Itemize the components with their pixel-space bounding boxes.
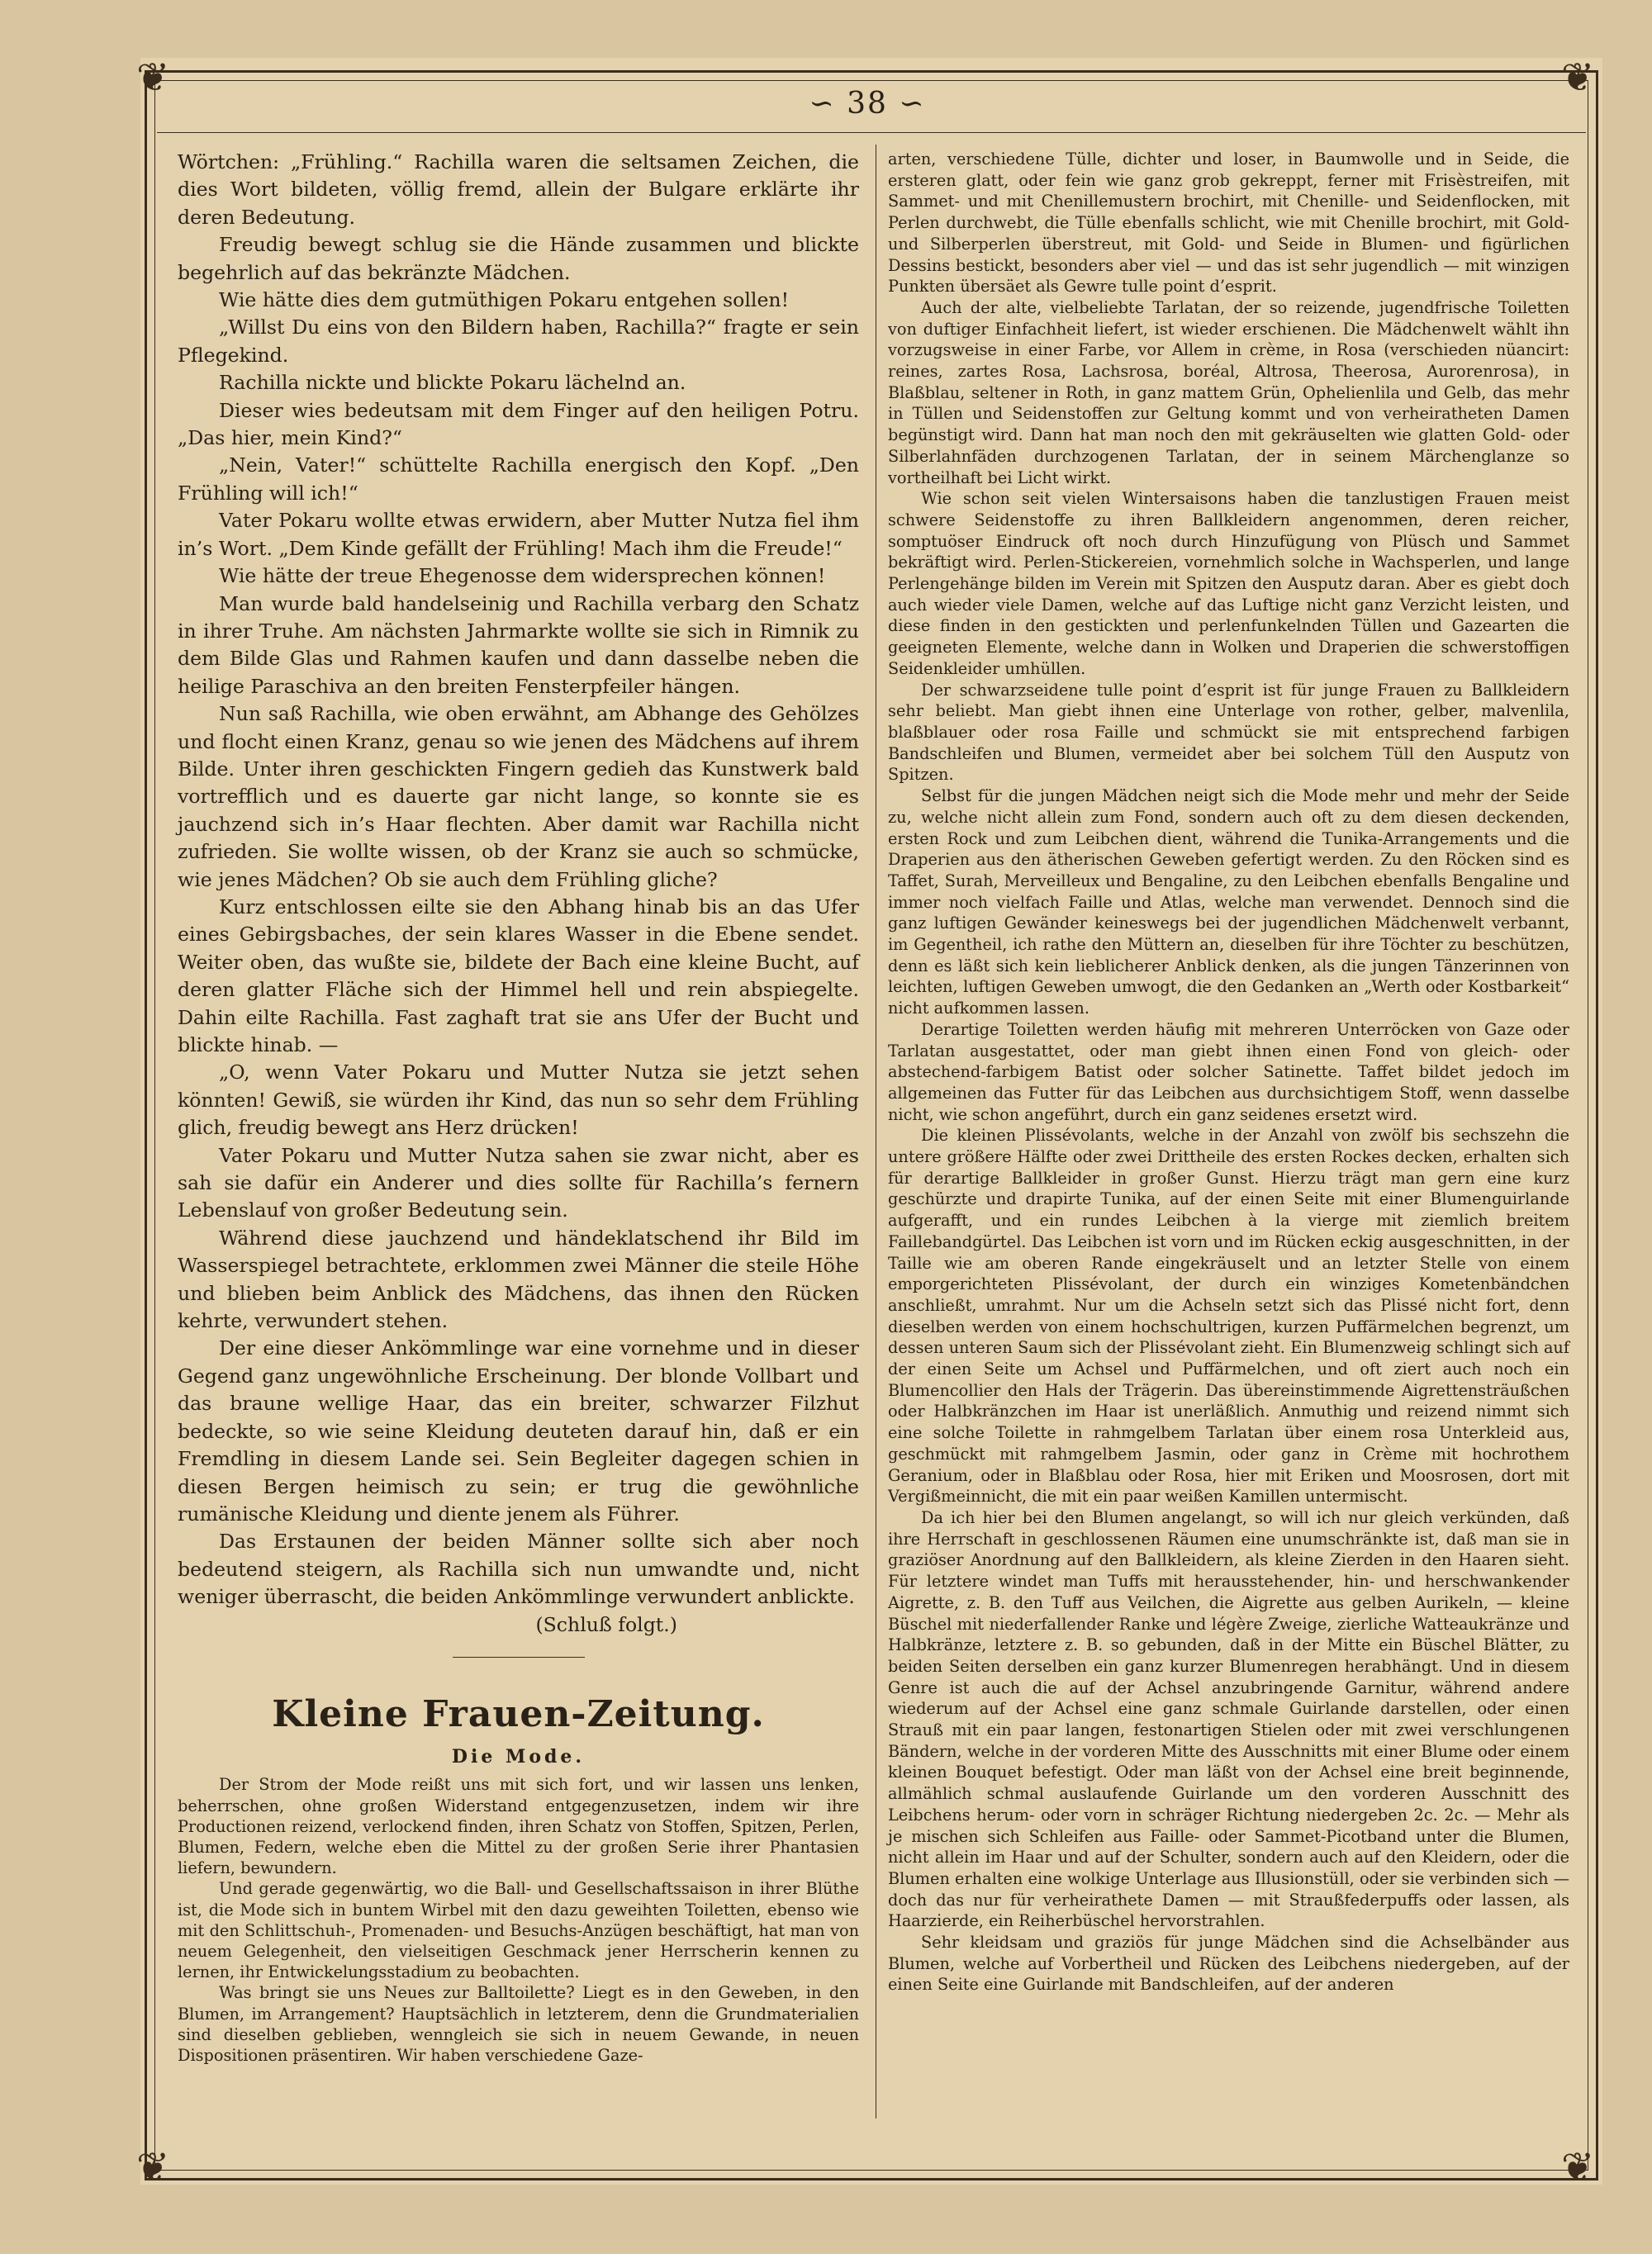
story-paragraph: Freudig bewegt schlug sie die Hände zusammen und blickte begehrlich auf das bekränzte Mädchen.	[178, 233, 859, 284]
story-paragraph: Kurz entschlossen eilte sie den Abhang hinab bis an das Ufer eines Gebirgsbaches, der sein klares Wasser in die Ebene sendet. Weiter oben, das wußte sie, bildete der Bach eine kleine Bucht, auf deren glatter Fläche sich der Himmel hell und rein abspiegelte. Dahin eilte Rachilla. Fast zaghaft trat sie ans Ufer der Bucht und blickte hinab. —	[178, 894, 859, 1056]
fashion-paragraph: Sehr kleidsam und graziös für junge Mädchen sind die Achselbänder aus Blumen, welche auf Vorbertheil und Rücken des Leibchens niedergeben, auf der einen Seite eine Guirlande mit Bandschleifen, auf der anderen	[888, 1933, 1569, 1995]
page-number	[785, 87, 950, 121]
fashion-paragraph: Derartige Toiletten werden häufig mit mehreren Unterröcken von Gaze oder Tarlatan ausgestattet, oder man giebt ihnen einen Fond von gleich- oder abstechend-farbigem Batist oder solcher Satinette. Taffet bildet jedoch im allgemeinen das Futter für das Leibchen aus durchsichtigem Stoff, wenn dasselbe nicht, wie schon angeführt, durch ein ganz seidenes ersetzt wird.	[888, 1019, 1569, 1124]
corner-ornament-icon: ❦	[1561, 55, 1595, 101]
flourish-left-icon: ∽	[809, 87, 836, 121]
left-column	[178, 149, 859, 2066]
fashion-paragraph: Der schwarzseidene tulle point d’esprit ist für junge Frauen zu Ballkleidern sehr beliebt. Man giebt ihnen eine Unterlage von rother, gelber, malvenlila, blaßblauer oder rosa Faille und schmückt sie mit entsprechend farbigen Bandschleifen und Blumen, vermeidet aber bei solchem Tüll den Ausputz von Spitzen.	[888, 680, 1569, 785]
to-be-continued: (Schluß folgt.)	[535, 1612, 677, 1636]
story-paragraph: „O, wenn Vater Pokaru und Mutter Nutza sie jetzt sehen könnten! Gewiß, sie würden ihr Kind, das nun so sehr dem Frühling glich, freudig bewegt ans Herz drücken!	[178, 1061, 859, 1140]
corner-ornament-icon: ❦	[136, 2144, 170, 2190]
story-paragraph: Wörtchen: „Frühling.“ Rachilla waren die seltsamen Zeichen, die dies Wort bildeten, völlig fremd, allein der Bulgare erklärte ihr deren Bedeutung.	[178, 150, 859, 229]
story-paragraph: „Nein, Vater!“ schüttelte Rachilla energisch den Kopf. „Den Frühling will ich!“	[178, 453, 859, 505]
corner-ornament-icon: ❦	[1561, 2144, 1595, 2190]
flourish-right-icon: ∽	[899, 87, 926, 121]
story-paragraph: Nun saß Rachilla, wie oben erwähnt, am Abhange des Gehölzes und flocht einen Kranz, genau so wie jenen des Mädchens auf ihrem Bilde. Unter ihren geschickten Fingern gedieh das Kunstwerk bald vortrefflich und es dauerte gar nicht lange, so konnte sie es jauchzend sich in’s Haar flechten. Aber damit war Rachilla nicht zufrieden. Sie wollte wissen, ob der Kranz sie auch so schmücke, wie jenes Mädchen? Ob sie auch dem Frühling gliche?	[178, 702, 859, 891]
right-column	[888, 149, 1569, 1995]
fashion-paragraph: Der Strom der Mode reißt uns mit sich fort, und wir lassen uns lenken, beherrschen, ohne großen Widerstand entgegenzusetzen, indem wir ihre Productionen reizend, verlockend finden, ihren Schatz von Stoffen, Spitzen, Perlen, Blumen, Federn, welche eben die Mittel zu der großen Serie ihrer Phantasien liefern, bewundern.	[178, 1775, 859, 1878]
fashion-paragraph: Die kleinen Plissévolants, welche in der Anzahl von zwölf bis sechszehn die untere größere Hälfte oder zwei Drittheile des ersten Rockes decken, erhalten sich für derartige Ballkleider in großer Gunst. Hierzu trägt man gern eine kurz geschürzte und drapirte Tunika, auf der einen Seite mit einer Blumenguirlande aufgerafft, und ein rundes Leibchen à la vierge mit ziemlich breitem Faillebandgürtel. Das Leibchen ist vorn und im Rücken eckig ausgeschnitten, in der Taille wie am oberen Rande eingekräuselt und an letzter Stelle von einem emporgerichteten Plissévolant, der durch ein winziges Kometenbändchen anschließt, umrahmt. Nur um die Achseln setzt sich das Plissé nicht fort, denn dieselben werden von einem hochschultrigen, kurzen Puffärmelchen begrenzt, um dessen unteren Saum sich der Plissévolant zieht. Ein Blumenzweig schlingt sich auf der einen Seite um Achsel und Puffärmelchen, und oft ziert auch noch ein Blumencollier den Hals der Trägerin. Das übereinstimmende Aigrettensträußchen oder Halbkränzchen im Haar ist unerläßlich. Anmuthig und reizend nimmt sich eine solche Toilette in rahmgelbem Tarlatan über einem rosa Unterkleid aus, geschmückt mit rahmgelbem Jasmin, oder ganz in Crème mit hochrothem Geranium, oder in Blaßblau oder Rosa, hier mit Eriken und Moosrosen, dort mit Vergißmeinnicht, die mit ein paar weißen Kamillen untermischt.	[888, 1126, 1569, 1507]
fashion-paragraph: Auch der alte, vielbeliebte Tarlatan, der so reizende, jugendfrische Toiletten von duftiger Einfachheit liefert, ist wieder erschienen. Die Mädchenwelt wählt ihn vorzugsweise in einer Farbe, vor Allem in crème, in Rosa (verschieden nüancirt: reines, zartes Rosa, Lachsrosa, boréal, Altrosa, Theerosa, Aurorenrosa), in Blaßblau, seltener in Roth, in ganz mattem Grün, Ophelienlila und Gelb, das mehr in Tüllen und Seidenstoffen zur Geltung kommt und von verheiratheten Damen begünstigt wird. Dann hat man noch den mit gekräuselten wie glatten Gold- oder Silberlahnfäden durchzogenen Tarlatan, der in seinem Märchenglanze so vortheilhaft bei Licht wirkt.	[888, 297, 1569, 487]
corner-ornament-icon: ❦	[136, 55, 170, 101]
fashion-paragraph: arten, verschiedene Tülle, dichter und loser, in Baumwolle und in Seide, die ersteren glatt, oder fein wie ganz grob gekreppt, ferner mit Frisèstreifen, mit Sammet- und mit Chenillemustern brochirt, mit Chenille- und Seidenflocken, mit Perlen durchwebt, die Tülle ebenfalls schlicht, wie mit Chenille brochirt, mit Gold- und Silberperlen überstreut, mit Gold- und Seide in Blumen- und figürlichen Dessins bestickt, besonders aber viel — und das ist sehr jugendlich — mit winzigen Punkten übersäet als Gewre tulle point d’esprit.	[888, 149, 1569, 297]
story-paragraph: Rachilla nickte und blickte Pokaru lächelnd an.	[219, 371, 686, 395]
story-paragraph: Wie hätte der treue Ehegenosse dem widersprechen können!	[219, 564, 826, 588]
story-paragraph: Vater Pokaru und Mutter Nutza sahen sie zwar nicht, aber es sah sie dafür ein Anderer und dies sollte für Rachilla’s fernern Lebenslauf von großer Bedeutung sein.	[178, 1143, 859, 1222]
fashion-paragraph: Selbst für die jungen Mädchen neigt sich die Mode mehr und mehr der Seide zu, welche nicht allein zum Fond, sondern auch oft zu dem diesen deckenden, ersten Rock und zum Leibchen dient, während die Tunika-Arrangements und die Draperien aus den ätherischen Geweben gefertigt werden. Zu den Röcken sind es Taffet, Surah, Merveilleux und Bengaline, zu den Leibchen ebenfalls Bengaline und immer noch vielfach Faille und Atlas, welche man verwendet. Dennoch sind die ganz luftigen Gewänder keineswegs bei der jugendlichen Mädchenwelt verbannt, im Gegentheil, ich rathe den Müttern an, dieselben für ihre Töchter zu beschützen, denn es läßt sich kein lieblicherer Anblick denken, als die jungen Tänzerinnen von leichten, luftigen Geweben umwogt, die den Gedanken an „Werth oder Kostbarkeit“ nicht aufkommen lassen.	[888, 786, 1569, 1018]
fashion-paragraph: Wie schon seit vielen Wintersaisons haben die tanzlustigen Frauen meist schwere Seidenstoffe zu ihren Ballkleidern angenommen, deren reicher, somptuöser Eindruck oft noch durch Hinzufügung von Plüsch und Sammet bekräftigt wird. Perlen-Stickereien, vornehmlich solche in Wachsperlen, und lange Perlengehänge bilden im Verein mit Spitzen den Ausputz daran. Aber es giebt doch auch wieder viele Damen, welche auf das Luftige nicht ganz Verzicht leisten, und diese finden in den gestickten und perlenfunkelnden Tüllen und Gazearten die geeigneten Elemente, welche dann in Wolken und Draperien die schwerstoffigen Seidenkleider umhüllen.	[888, 489, 1569, 678]
section-title: Kleine Frauen-Zeitung.	[272, 1692, 765, 1735]
fashion-paragraph: Da ich hier bei den Blumen angelangt, so will ich nur gleich verkünden, daß ihre Herrschaft in geschlossenen Räumen eine unumschränkte ist, daß man sie in graziöser Anordnung auf den Ballkleidern, als kleine Zierden in den Haaren sieht. Für letztere windet man Tuffs mit herausstehender, hin- und herschwankender Aigrette, z. B. den Tuff aus Veilchen, die Aigrette aus gelben Aurikeln, — kleine Büschel mit niederfallender Ranke und légère Zweige, zierliche Watteaukränze und Halbkränze, letztere z. B. so gebunden, daß in der Mitte ein Büschel Blätter, zu beiden Seiten derselben ein ganz kurzer Blumenregen herabhängt. Und in diesem Genre ist auch die auf der Achsel anzubringende Garnitur, während andere wiederum auf der Achsel eine ganz schmale Guirlande darstellen, oder einen Strauß mit ein paar langen, festonartigen Stielen oder mit zwei verschlungenen Bändern, welche in der vorderen Mitte des Ausschnitts mit einer Blume oder einem kleinen Bouquet befestigt. Oder man läßt von der Achsel eine breit beginnende, allmählich schmal auslaufende Guirlande um den vorderen Ausschnitt des Leibchens herum- oder vorn in schräger Richtung niedergeben 2c. 2c. — Mehr als je mischen sich Schleifen aus Faille- oder Sammet-Picotband unter die Blumen, nicht allein im Haar und auf der Schulter, sondern auch auf den Kleidern, oder die Blumen erhalten eine wolkige Unterlage aus Illusionstüll, oder sie verbinden sich — doch das nur für verheirathete Damen — mit Straußfederpuffs oder lassen, als Haarzierde, ein Reiherbüschel hervorstrahlen.	[888, 1508, 1569, 1931]
story-paragraph: Während diese jauchzend und händeklatschend ihr Bild im Wasserspiegel betrachtete, erklommen zwei Männer die steile Höhe und blieben beim Anblick des Mädchens, das ihnen den Rücken kehrte, verwundert stehen.	[178, 1226, 859, 1333]
story-paragraph: Dieser wies bedeutsam mit dem Finger auf den heiligen Potru. „Das hier, mein Kind?“	[178, 398, 859, 450]
story-paragraph: Vater Pokaru wollte etwas erwidern, aber Mutter Nutza fiel ihm in’s Wort. „Dem Kinde gefällt der Frühling! Mach ihm die Freude!“	[178, 509, 859, 560]
story-paragraph: Man wurde bald handelseinig und Rachilla verbarg den Schatz in ihrer Truhe. Am nächsten Jahrmarkte wollte sie sich in Rimnik zu dem Bilde Glas und Rahmen kaufen und dann dasselbe neben die heilige Paraschiva an den breiten Fensterpfeiler hängen.	[178, 591, 859, 698]
story-paragraph: Wie hätte dies dem gutmüthigen Pokaru entgehen sollen!	[219, 288, 790, 312]
page-number-value: 38	[847, 87, 888, 121]
fashion-paragraph: Und gerade gegenwärtig, wo die Ball- und Gesellschaftssaison in ihrer Blüthe ist, die Mode sich in buntem Wirbel mit den dazu geweihten Toiletten, ebenso wie mit den Schlittschuh-, Promenaden- und Besuchs-Anzügen beschäftigt, hat man von neuem Gelegenheit, den vielseitigen Geschmack jener Herrscherin kennen zu lernen, ihr Entwickelungsstadium zu beobachten.	[178, 1879, 859, 1982]
header-rule	[157, 132, 1586, 133]
story-paragraph: Das Erstaunen der beiden Männer sollte sich aber noch bedeutend steigern, als Rachilla sich nun umwandte und, nicht weniger überrascht, die beiden Ankömmlinge verwundert anblickte.	[178, 1530, 859, 1609]
story-paragraph: Der eine dieser Ankömmlinge war eine vornehme und in dieser Gegend ganz ungewöhnliche Erscheinung. Der blonde Vollbart und das braune wellige Haar, das ein breiter, schwarzer Filzhut bedeckte, so wie seine Kleidung deuteten darauf hin, daß er ein Fremdling in diesem Lande sei. Sein Begleiter dagegen schien in diesen Bergen heimisch zu sein; er trug die gewöhnliche rumänische Kleidung und diente jenem als Führer.	[178, 1336, 859, 1526]
story-paragraph: „Willst Du eins von den Bildern haben, Rachilla?“ fragte er sein Pflegekind.	[178, 316, 859, 367]
section-divider	[453, 1657, 585, 1658]
fashion-paragraph: Was bringt sie uns Neues zur Balltoilette? Liegt es in den Geweben, in den Blumen, im Arrangement? Hauptsächlich in letzterem, denn die Grundmaterialien sind dieselben geblieben, wenngleich sie sich in neuem Gewande, in neuen Dispositionen präsentiren. Wir haben verschiedene Gaze-	[178, 1983, 859, 2065]
section-subtitle: Die Mode.	[451, 1745, 586, 1768]
